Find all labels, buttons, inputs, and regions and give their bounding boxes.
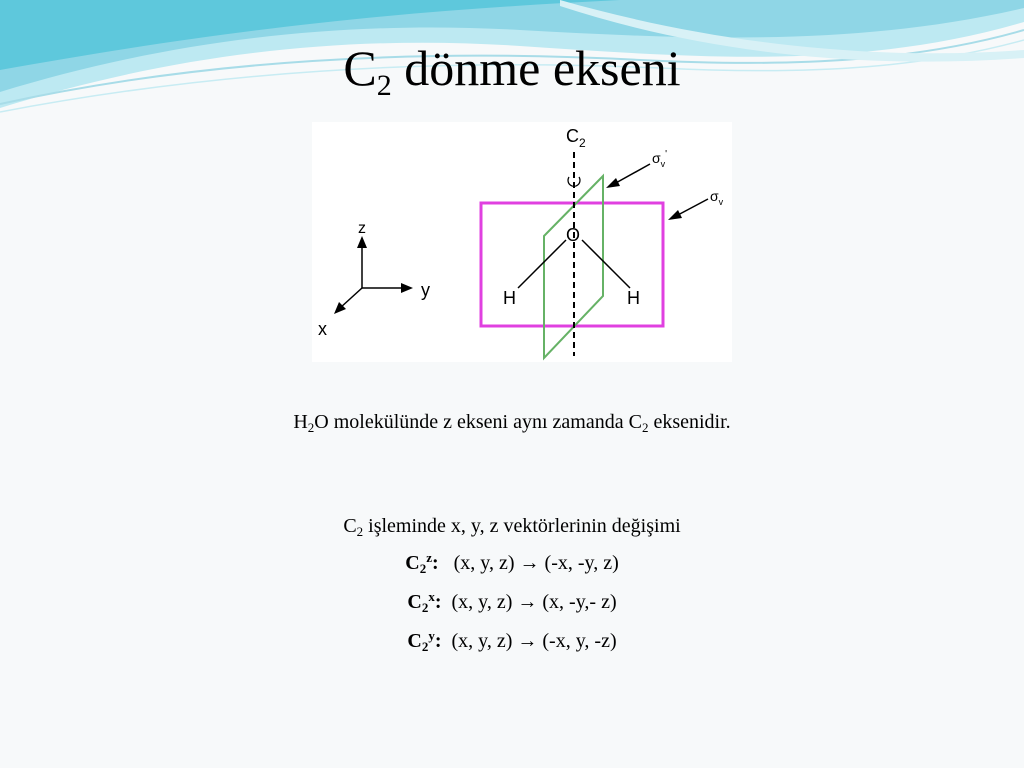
- operation-expression: (x, y, z) → (x, -y,- z): [441, 591, 617, 613]
- operation-label: $C_2^y$:: [407, 628, 442, 654]
- operation-c2x: [0, 588, 1024, 616]
- operation-label: $C_2^x$:: [407, 589, 442, 615]
- hydrogen-right-label: H: [627, 288, 640, 308]
- slide-title: $C_2$ dönme ekseni: [343, 40, 681, 102]
- operation-expression: (x, y, z) → (-x, y, -z): [441, 630, 617, 652]
- operation-expression: (x, y, z) → (-x, -y, z): [438, 552, 619, 574]
- h2o-symmetry-diagram: [312, 122, 732, 362]
- coord-y-label: y: [421, 280, 430, 300]
- sigma-v-label: $\sigma_v$: [710, 188, 724, 207]
- sigma-v-prime-label: $\sigma_v'$: [652, 149, 668, 169]
- operation-c2z: [0, 549, 1024, 577]
- oxygen-label: O: [566, 225, 581, 245]
- c2-axis-label: $C_2$: [566, 126, 586, 150]
- operation-label: $C_2^z$:: [405, 550, 439, 576]
- operations-intro: $C_2$ işleminde x, y, z vektörlerinin değişimi: [343, 515, 681, 539]
- operation-c2y: [0, 627, 1024, 655]
- coord-x-label: x: [318, 319, 327, 339]
- coord-z-label: z: [358, 220, 366, 237]
- diagram-caption: $H_2O$ molekülünde z ekseni aynı zamanda $C_2$ eksenidir.: [293, 411, 731, 435]
- hydrogen-left-label: H: [503, 288, 516, 308]
